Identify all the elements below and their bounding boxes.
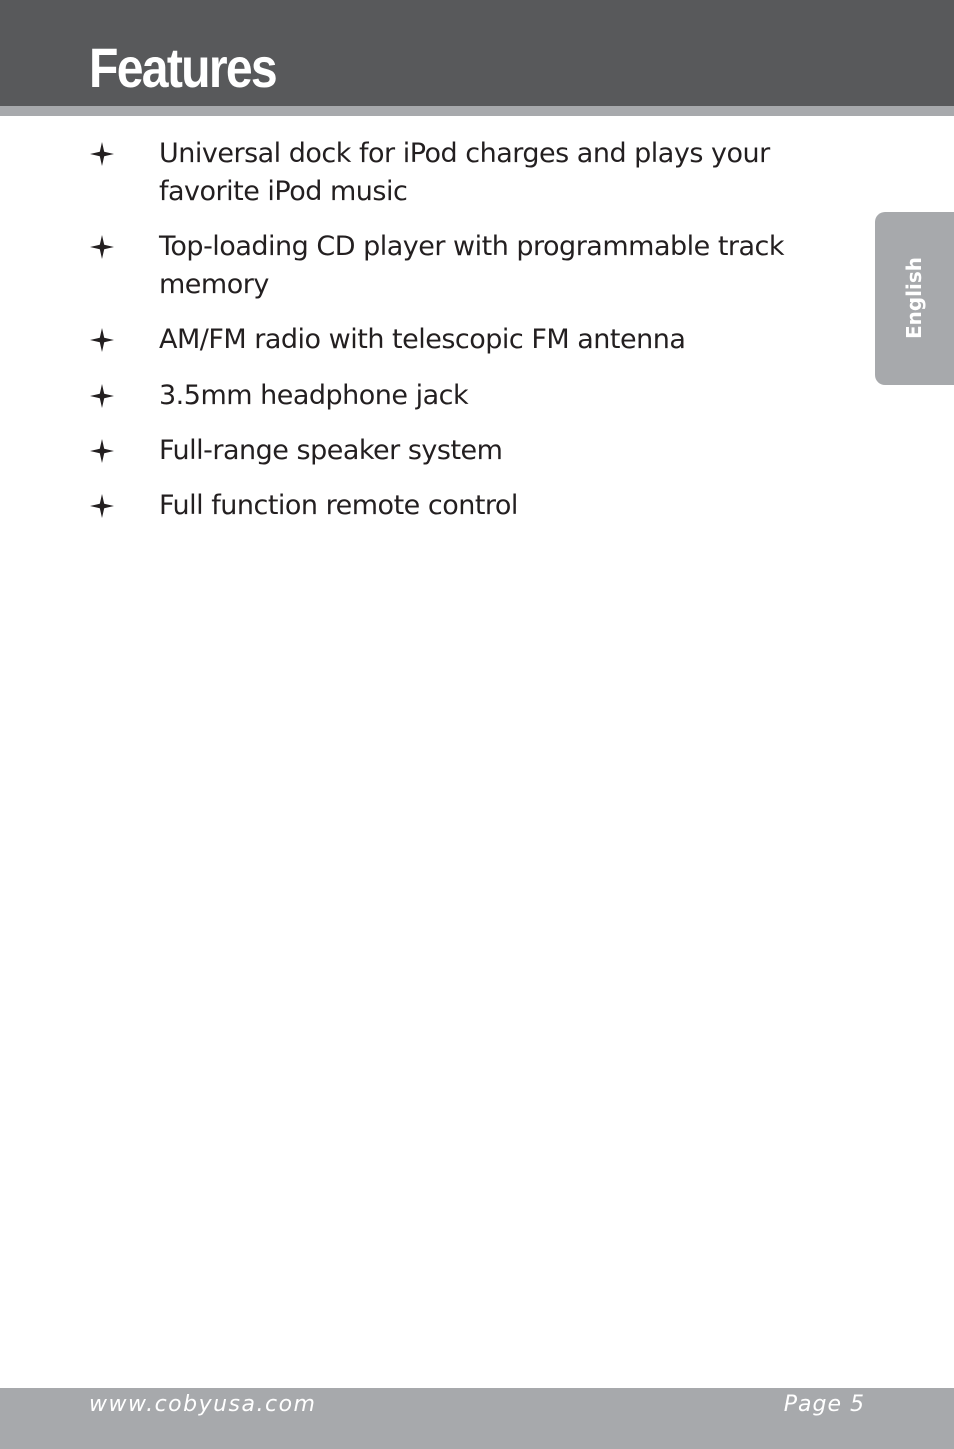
footer-url: www.cobyusa.com <box>89 1392 317 1417</box>
four-point-star-icon <box>90 235 114 259</box>
four-point-star-icon <box>90 328 114 352</box>
four-point-star-icon <box>90 494 114 518</box>
feature-text: Full-range speaker system <box>159 435 503 466</box>
four-point-star-icon <box>90 142 114 166</box>
language-tab <box>875 212 954 385</box>
feature-text: 3.5mm headphone jack <box>159 380 469 411</box>
four-point-star-icon <box>90 439 114 463</box>
feature-text: Top-loading CD player with programmable track memory <box>159 231 785 300</box>
feature-text: Full function remote control <box>159 490 518 521</box>
page-number: Page 5 <box>783 1392 865 1417</box>
language-tab-label: English <box>902 256 926 340</box>
feature-text: Universal dock for iPod charges and plays your favorite iPod music <box>159 138 770 207</box>
page-title: Features <box>89 36 276 99</box>
header-rule <box>0 106 954 116</box>
four-point-star-icon <box>90 384 114 408</box>
feature-text: AM/FM radio with telescopic FM antenna <box>159 324 686 355</box>
